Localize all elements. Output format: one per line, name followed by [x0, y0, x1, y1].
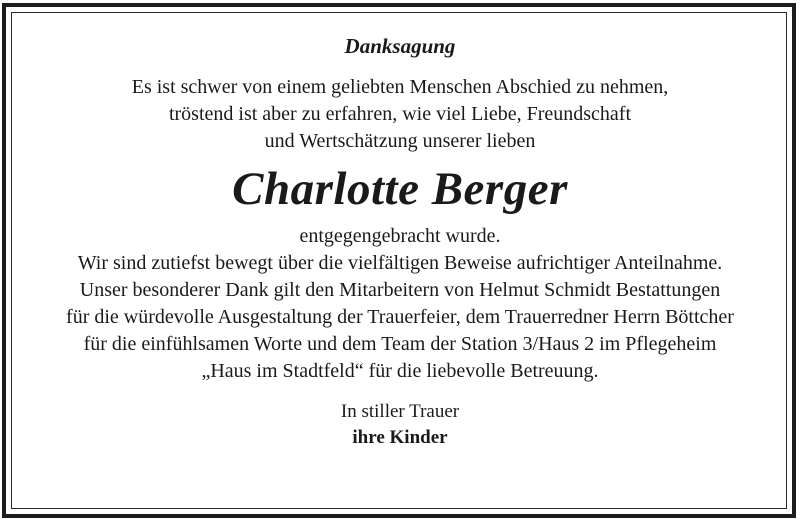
intro-line: tröstend ist aber zu erfahren, wie viel Liebe, Freundschaft: [168, 103, 632, 125]
body-line: für die einfühlsamen Worte und dem Team der Station 3/Haus 2 im Pflegeheim: [83, 333, 717, 355]
closing-block: [14, 399, 786, 451]
notice-heading: Danksagung: [344, 34, 456, 58]
notice-content: [14, 14, 786, 451]
body-line: Wir sind zutiefst bewegt über die vielfältigen Beweise aufrichtiger Anteilnahme.: [77, 252, 723, 274]
intro-line: und Wertschätzung unserer lieben: [264, 130, 536, 152]
closing-line: In stiller Trauer: [340, 401, 460, 422]
body-text: [14, 223, 786, 385]
body-line: für die würdevolle Ausgestaltung der Trauerfeier, dem Trauerredner Herrn Böttcher: [66, 306, 734, 328]
deceased-name: Charlotte Berger: [232, 163, 568, 215]
intro-text: [14, 74, 786, 155]
body-line: „Haus im Stadtfeld“ für die liebevolle Betreuung.: [201, 360, 599, 382]
intro-line: Es ist schwer von einem geliebten Menschen Abschied zu nehmen,: [131, 76, 669, 98]
body-line: entgegengebracht wurde.: [299, 225, 501, 247]
signature: ihre Kinder: [352, 427, 448, 448]
body-line: Unser besonderer Dank gilt den Mitarbeitern von Helmut Schmidt Bestattungen: [79, 279, 721, 301]
